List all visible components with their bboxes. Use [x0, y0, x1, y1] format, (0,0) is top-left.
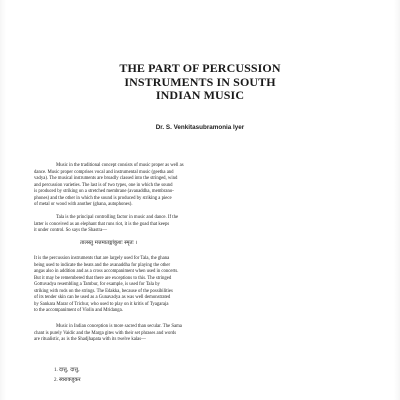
list-text: दात्तु, दात्तु,: [59, 367, 80, 373]
text-line: to the accompaniment of Violin and Mridanga.: [34, 308, 123, 314]
text-line: of its tender skin can be used as a Gunavadya as was well demonstrated: [34, 295, 171, 301]
text-line: But it may be remembered that there are exceptions to this. The stringed: [34, 275, 172, 281]
text-line: of metal or wood with another (ghana, autophones).: [34, 202, 133, 208]
text-line: it under control. So says the Shastra—: [34, 228, 107, 234]
author-byline: Dr. S. Venkitasubramonia Iyer: [155, 124, 245, 131]
paragraph-3: [34, 256, 377, 315]
title-line: INSTRUMENTS IN SOUTH: [124, 74, 276, 89]
article-title: [0, 62, 400, 103]
text-line: angas also in addition and as a cross accompaniment when used in concerts.: [34, 269, 179, 275]
text-line: and percussion varieties. The last is of two types, one in which the sound: [34, 182, 173, 188]
text-line: Gottuvadya resembling a Tambur, for example, is used for Tala by: [34, 282, 160, 288]
text-line: by Sankara Marar of Trichur, who used to play on it kritis of Tyagaraja: [34, 301, 169, 307]
paragraph-2: [34, 215, 377, 235]
text-line: Music in the traditional concept consists of music proper as well as: [56, 163, 184, 168]
sanskrit-verse: तालस्तु मत्तमातङ्गांकुशः स्मृतः ।: [80, 240, 138, 246]
title-line: INDIAN MUSIC: [155, 88, 245, 102]
text-line: dance. Music proper comprises vocal and instrumental music (geetha and: [34, 169, 174, 175]
list-number: 2.: [54, 377, 58, 383]
text-line: latter is conceived as an elephant that runs riot, it is the goad that keeps: [34, 221, 170, 227]
scan-shadow-right: [394, 0, 400, 400]
list-text: स्वराक्जुकर: [59, 376, 81, 383]
text-line: striking with rods on the strings. The Edakka, because of the possibilities: [34, 288, 173, 294]
scan-shadow-left: [0, 0, 6, 400]
numbered-list: [54, 366, 81, 385]
text-line: are ritualistic, as is the Shadjhapata with its twelve kalas—: [34, 337, 146, 343]
text-line: vadya). The musical instruments are broadly classed into the stringed, wind: [34, 176, 178, 182]
text-line: phones) and the other in which the sound is produced by striking a piece: [34, 195, 172, 201]
text-line: Tala is the principal controlling factor in music and dance. If the: [56, 215, 179, 220]
title-line: THE PART OF PERCUSSION: [119, 61, 281, 75]
text-line: being used to indicate the beats and the avanaddha for playing the other: [34, 262, 171, 268]
list-item: [54, 366, 81, 376]
paragraph-1: [34, 163, 377, 209]
text-line: Music in Indian conception is more sacred than secular. The Sama: [56, 324, 182, 329]
text-line: is produced by striking on a stretched membrane (avanaddha, membrano-: [34, 189, 174, 195]
text-line: chant is purely Vaidic and the Marga gites with their set phrases and words: [34, 330, 177, 336]
list-item: [54, 376, 81, 386]
text-line: It is the percussion instruments that are largely used for Tala, the ghana: [34, 256, 170, 261]
paragraph-4: [34, 324, 377, 344]
list-number: 1.: [54, 368, 58, 373]
